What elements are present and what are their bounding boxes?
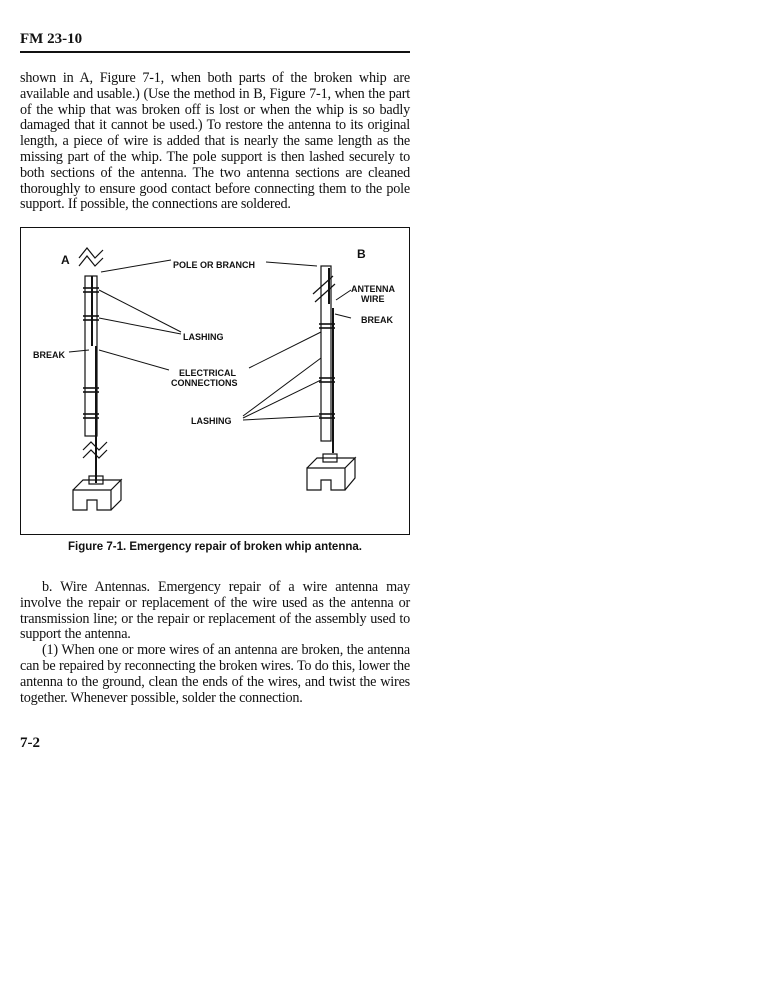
section-b — [20, 580, 410, 706]
page-number: 7-2 — [20, 735, 40, 751]
label-antenna: ANTENNA — [351, 284, 395, 294]
section-b-text: Emergency repair of a wire antenna may involve the repair or replacement of the wire used as the antenna or transmission line; or the repair or replacement of the assembly used to support the antenna. — [20, 579, 410, 643]
label-lashing-a: LASHING — [183, 332, 224, 342]
base-b — [307, 468, 345, 490]
label-lashing-b: LASHING — [191, 416, 232, 426]
break-mark-b — [313, 276, 335, 302]
paragraph-1: (1) When one or more wires of an antenna are broken, the antenna can be repaired by reconnecting the broken wires. To do this, lower the antenna to the ground, clean the ends of the wires, and twist the wires together. Whenever possible, solder the connection. — [20, 642, 410, 706]
figure-7-1 — [20, 227, 410, 535]
paragraph-text: shown in A, Figure 7-1, when both parts of the broken whip are available and usable.) (Use the method in B, Figure 7-1, when the part of the whip that was broken off is lost or when the whip is so badly damaged that it cannot be used.) To restore the antenna to its original length, a piece of wire is added that is nearly the same length as the missing part of the whip. The pole support is then lashed securely to both sections of the antenna. The two antenna sections are cleaned thoroughly to ensure good contact before connecting them to the pole support. If possible, the connections are soldered. — [20, 70, 410, 213]
label-break-a: BREAK — [33, 350, 66, 360]
label-electrical: ELECTRICAL — [179, 368, 236, 378]
label-connections: CONNECTIONS — [171, 378, 238, 388]
panel-b-letter: B — [357, 247, 366, 261]
page-header — [20, 30, 410, 53]
break-mark-a-top — [79, 248, 103, 258]
section-b-heading: b. Wire Antennas. — [42, 579, 150, 595]
break-mark-a-top-2 — [79, 256, 103, 266]
base-a — [73, 490, 111, 510]
antenna-repair-diagram — [21, 228, 411, 536]
panel-a-letter: A — [61, 253, 70, 267]
label-break-b: BREAK — [361, 315, 394, 325]
intro-paragraph — [20, 71, 410, 213]
label-pole-or-branch: POLE OR BRANCH — [173, 260, 256, 270]
figure-caption: Figure 7-1. Emergency repair of broken whip antenna. — [68, 541, 362, 553]
manual-id: FM 23-10 — [20, 31, 83, 47]
label-wire: WIRE — [361, 294, 385, 304]
